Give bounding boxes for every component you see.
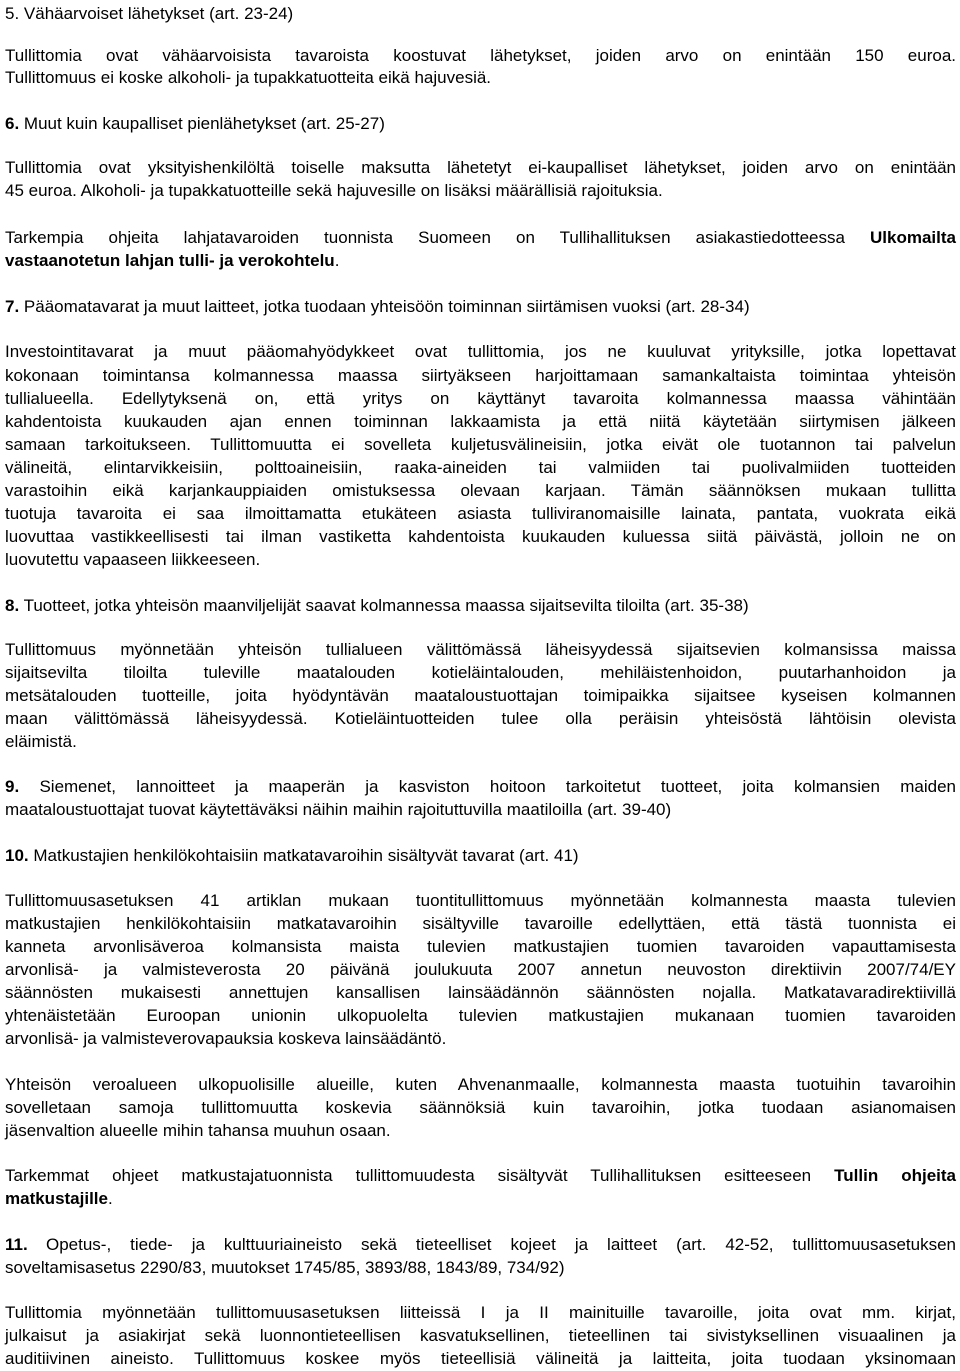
section-7-text-line: välineitä, elintarvikkeisiin, polttoaineisiin, raaka-aineiden tai valmiiden tai puolivalmiiden tuotteiden [5,458,956,477]
reference-text: . [334,251,340,270]
reference-text: Tarkempia ohjeita lahjatavaroiden tuonnista Suomeen on Tullihallituksen asiakastiedotteessa [5,228,871,247]
section-9-heading-line2: maataloustuottajat tuovat käytettäväksi näihin maihin rajoituttuvilla maatiloilla (art. 39-40) [5,800,672,819]
section-10-text-line: Tullittomuusasetuksen 41 artiklan mukaan tuontitullittomuus myönnetään kolmannesta maasta tulevien [5,891,956,910]
section-5-heading: 5. Vähäarvoiset lähetykset (art. 23-24) [5,4,294,23]
section-8-text-line: eläimistä. [5,732,77,751]
section-11-text-line: Tullittomia myönnetään tullittomuusasetuksen liitteissä I ja II mainituille tavaroille, joita ovat mm. kirjat, [5,1303,956,1322]
section-10-heading [5,846,579,866]
section-7-text-line: samaan tarkoitukseen. Tullittomuutta ei sovelleta kuljetusvälineisiin, jotka eivät ole tuotannon tai palvelun [5,435,956,454]
section-title: Tuotteet, jotka yhteisön maanviljelijät saavat kolmannessa maassa sijaitsevilta tiloilta (art. 35-38) [19,596,749,615]
section-10-reference-line [5,1166,956,1186]
section-5-text-line: Tullittomuus ei koske alkoholi- ja tupakkatuotteita eikä hajuvesiä. [5,68,492,87]
section-8-heading [5,596,749,616]
section-10-reference-line [5,1189,113,1209]
section-8-text-line: maan välittömässä läheisyydessä. Kotieläintuotteiden tulee olla peräisin yhteisöstä lähtöisin olevista [5,709,956,728]
section-11-text-line: julkaisut ja asiakirjat sekä luonnontieteellisen kasvatuksellinen, tieteellinen tai sivistyksellinen visuaalinen ja [5,1326,956,1345]
section-10-text-line: matkustajien henkilökohtaisiin matkatavaroihin sisältyville tavaroille edellyttäen, että tästä tuonnista ei [5,914,956,933]
section-7-text-line: luovutettu vapaaseen liikkeeseen. [5,550,261,569]
section-6-reference-line [5,251,339,271]
section-11-heading [5,1235,956,1255]
section-7-text-line: kokonaan toimintansa kolmannessa maassa siirtyäkseen harjoittamaan samankaltaista toimintaa yhteisön [5,366,956,385]
section-10-text-line: kanneta arvonlisäveroa kolmansista maista tulevien matkustajien tuomien tavaroiden vapauttamisesta [5,937,956,956]
section-6-reference-line [5,228,956,248]
section-title: Muut kuin kaupalliset pienlähetykset (art. 25-27) [19,114,385,133]
bulletin-title-bold: vastaanotetun lahjan tulli- ja verokohtelu [5,251,335,270]
section-10-text-line: yhtenäistetään Euroopan unionin ulkopuolelta tulevien matkustajien mukanaan tuomien tavaroiden [5,1006,956,1025]
section-7-text-line: kahdentoista kuukauden ajan ennen toiminnan lakkaamista ja että niitä käytetään siirtymisen jälkeen [5,412,956,431]
section-6-text-line: Tullittomia ovat yksityishenkilöltä toiselle maksutta lähetetyt ei-kaupalliset lähetykset, joiden arvo on enintään [5,158,956,177]
reference-text: . [108,1189,113,1208]
section-number: 7. [5,297,20,316]
bulletin-title-bold: Ulkomailta [870,228,956,247]
section-6-heading [5,114,385,134]
section-9-heading [5,777,956,797]
section-7-text-line: Investointitavarat ja muut pääomahyödykkeet ovat tullittomia, jos ne kuuluvat yrityksille, jotka lopettavat [5,342,956,361]
section-title: Siemenet, lannoitteet ja maaperän ja kasviston hoitoon tarkoitetut tuotteet, joita kolmansien maiden [19,777,956,796]
section-number: 9. [5,777,20,796]
reference-text: Tarkemmat ohjeet matkustajatuonnista tullittomuudesta sisältyvät Tullihallituksen esitteeseen [5,1166,835,1185]
section-7-heading [5,297,750,317]
section-10-text-line: arvonlisä- ja valmisteverovapauksia koskeva lainsäädäntö. [5,1029,447,1048]
section-11-text-line: auditiivinen aineisto. Tullittomuus koskee myös tieteellisiä välineitä ja laitteita, joita tuodaan yksinomaan [5,1349,956,1368]
section-title: Opetus-, tiede- ja kulttuuriaineisto sekä tieteelliset kojeet ja laitteet (art. 42-52, tullittomuusasetuksen [46,1235,956,1254]
section-7-text-line: varastoihin eikä karjankauppiaiden omistuksessa olevaan karjaan. Tämän säännöksen mukaan tullitta [5,481,956,500]
section-10-text-line: Yhteisön veroalueen ulkopuolisille alueille, kuten Ahvenanmaalle, kolmannesta maasta tuotuihin tavaroihin [5,1075,956,1094]
section-5-text-line: Tullittomia ovat vähäarvoisista tavaroista koostuvat lähetykset, joiden arvo on enintään 150 euroa. [5,46,956,65]
section-10-text-line: sovelletaan samoja tullittomuutta koskevia säännöksiä kuin tavaroihin, jotka tuodaan asianomaisen [5,1098,956,1117]
section-number: 6. [5,114,20,133]
brochure-title-bold: Tullin ohjeita [834,1166,956,1185]
section-7-text-line: tuotuja tavaroita ei saa ilmoittamatta etukäteen asiasta tulliviranomaisille lainata, pantata, vuokrata eikä [5,504,956,523]
section-number: 10. [5,846,29,865]
section-7-text-line: tullialueella. Edellytyksenä on, että yritys on käyttänyt tavaroita kolmannessa maassa vähintään [5,389,956,408]
section-10-text-line: jäsenvaltion alueelle mihin tahansa muuhun osaan. [5,1121,391,1140]
section-title: Matkustajien henkilökohtaisiin matkatavaroihin sisältyvät tavarat (art. 41) [28,846,579,865]
section-7-text-line: luovuttaa vastikkeellisesti tai ilman vastiketta kahdentoista kuukauden kuluessa siitä päivästä, jolloin ne on [5,527,956,546]
brochure-title-bold: matkustajille [5,1189,108,1208]
section-title: Pääomatavarat ja muut laitteet, jotka tuodaan yhteisöön toiminnan siirtämisen vuoksi (art. 28-34) [19,297,750,316]
section-number: 8. [5,596,20,615]
section-6-text-line: 45 euroa. Alkoholi- ja tupakkatuotteille sekä hajuvesille on lisäksi määrällisiä rajoituksia. [5,181,663,200]
section-10-text-line: säännösten mukaisesti annettujen kansallisen lainsäädännön säännösten nojalla. Matkatavaradirektiivillä [5,983,956,1002]
section-8-text-line: Tullittomuus myönnetään yhteisön tullialueen välittömässä läheisyydessä sijaitsevien kolmansissa maissa [5,640,956,659]
section-8-text-line: metsätalouden tuotteille, joita hyödyntävän maataloustuottajan toimipaikka sijaitsee kyseisen kolmannen [5,686,956,705]
section-10-text-line: arvonlisä- ja valmisteverosta 20 päivänä joulukuuta 2007 annetun neuvoston direktiivin 2007/74/EY [5,960,956,979]
section-number: 11. [5,1235,28,1254]
section-8-text-line: sijaitsevilta tiloilta tuleville maatalouden kotieläintalouden, mehiläistenhoidon, puutarhanhoidon ja [5,663,956,682]
section-11-heading-line2: soveltamisasetus 2290/83, muutokset 1745/85, 3893/88, 1843/89, 734/92) [5,1258,565,1277]
